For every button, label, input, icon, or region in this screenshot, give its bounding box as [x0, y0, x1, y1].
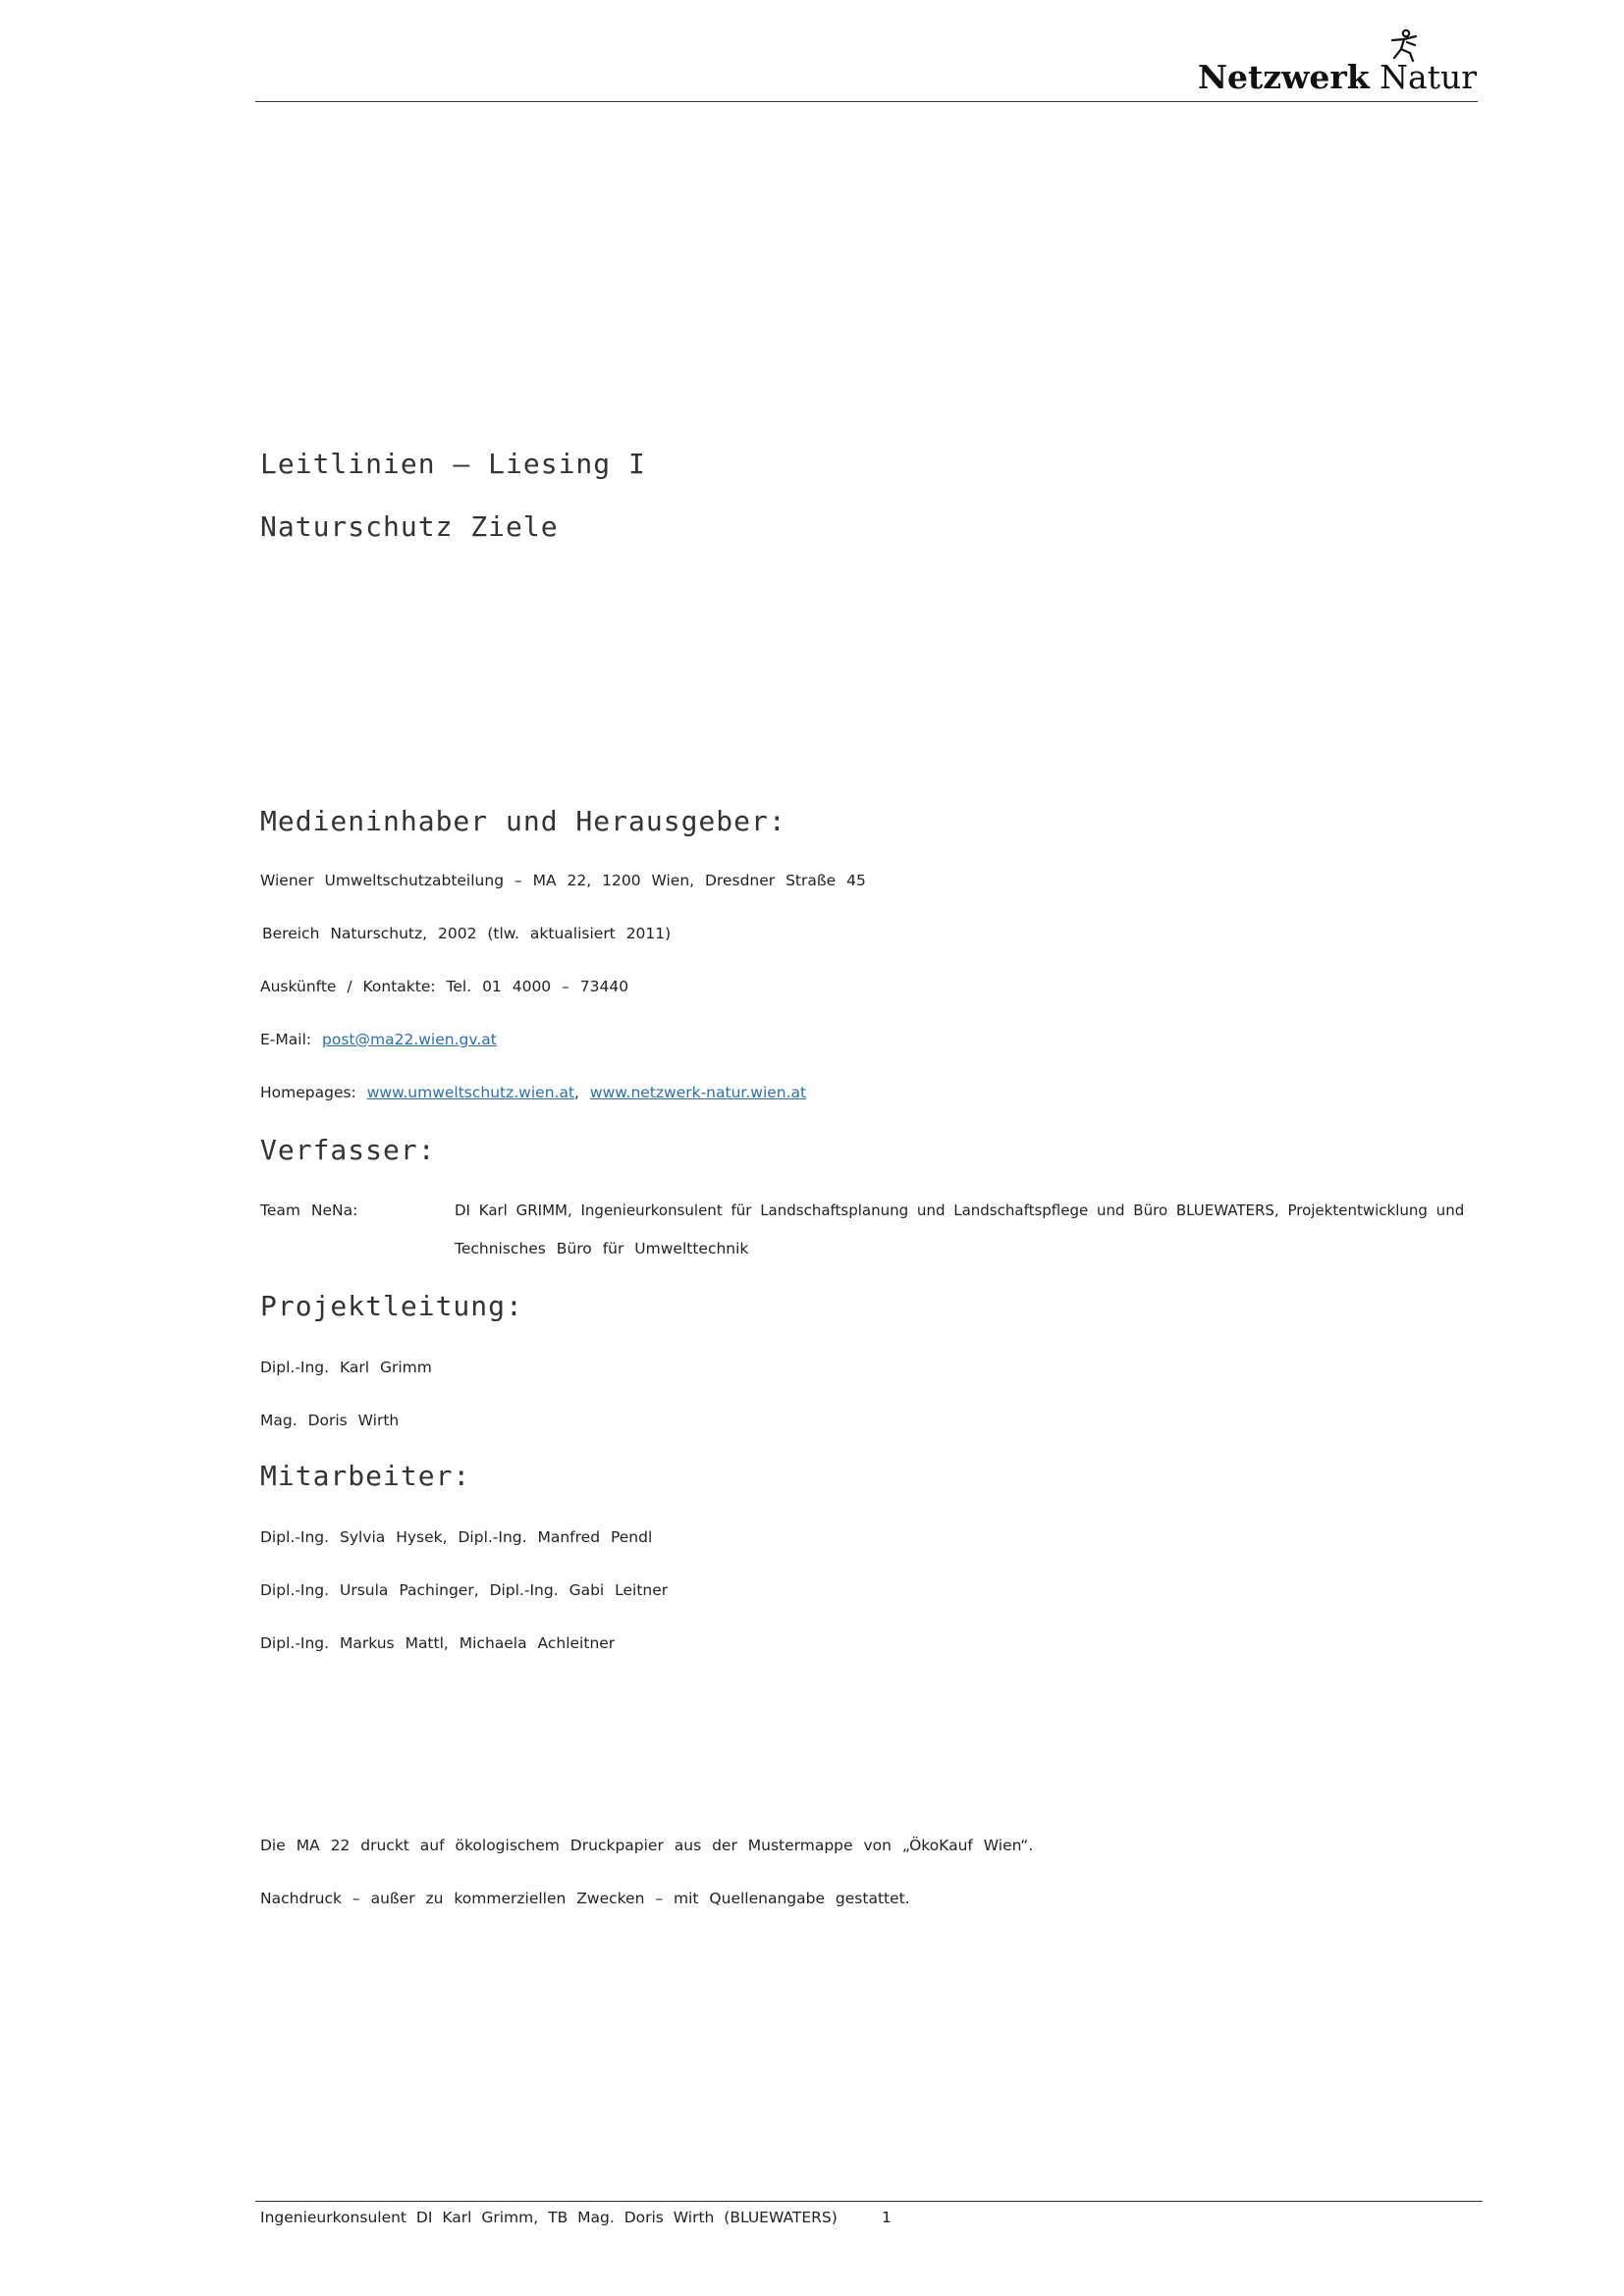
medieninhaber-heading: Medieninhaber und Herausgeber: [260, 805, 786, 837]
medieninhaber-bereich: Bereich Naturschutz, 2002 (tlw. aktualisiert 2011) [262, 925, 672, 942]
homepages-label: Homepages: [260, 1084, 356, 1101]
homepage-separator: , [574, 1084, 579, 1101]
verfasser-line-1: DI Karl GRIMM, Ingenieurkonsulent für Landschaftsplanung und Landschaftspflege und Büro BLUEWATERS, Projektentwicklung und [455, 1201, 1465, 1219]
homepage-link-netzwerk-natur[interactable]: www.netzwerk-natur.wien.at [589, 1084, 807, 1101]
verfasser-label: Team NeNa: [260, 1201, 358, 1219]
mitarbeiter-heading: Mitarbeiter: [260, 1460, 471, 1492]
page-number: 1 [882, 2209, 892, 2226]
mitarbeiter-person: Dipl.-Ing. Sylvia Hysek, Dipl.-Ing. Manfred Pendl [260, 1528, 653, 1546]
reprint-note: Nachdruck – außer zu kommerziellen Zwecken – mit Quellenangabe gestattet. [260, 1890, 910, 1907]
document-subtitle: Naturschutz Ziele [260, 510, 559, 543]
document-title: Leitlinien – Liesing I [260, 448, 646, 480]
medieninhaber-contact: Auskünfte / Kontakte: Tel. 01 4000 – 73440 [260, 978, 629, 995]
email-link[interactable]: post@ma22.wien.gv.at [322, 1031, 497, 1048]
netzwerk-natur-logo [1197, 27, 1477, 96]
email-label: E-Mail: [260, 1031, 312, 1048]
homepages-line [260, 1084, 806, 1101]
header-divider [255, 101, 1478, 102]
email-line [260, 1031, 497, 1048]
homepage-link-umweltschutz[interactable]: www.umweltschutz.wien.at [366, 1084, 575, 1101]
print-note: Die MA 22 druckt auf ökologischem Druckpapier aus der Mustermappe von „ÖkoKauf Wien“. [260, 1837, 1034, 1854]
projektleitung-person: Mag. Doris Wirth [260, 1412, 400, 1429]
footer-divider [255, 2201, 1483, 2202]
footer-credit: Ingenieurkonsulent DI Karl Grimm, TB Mag. Doris Wirth (BLUEWATERS) [260, 2209, 838, 2226]
projektleitung-heading: Projektleitung: [260, 1290, 523, 1322]
verfasser-line-2: Technisches Büro für Umwelttechnik [455, 1240, 749, 1257]
logo-bold-word: Netzwerk [1197, 58, 1370, 96]
medieninhaber-address: Wiener Umweltschutzabteilung – MA 22, 1200 Wien, Dresdner Straße 45 [260, 872, 866, 889]
verfasser-heading: Verfasser: [260, 1134, 436, 1166]
mitarbeiter-person: Dipl.-Ing. Ursula Pachinger, Dipl.-Ing. Gabi Leitner [260, 1581, 669, 1599]
logo-text [1198, 58, 1477, 96]
projektleitung-person: Dipl.-Ing. Karl Grimm [260, 1359, 432, 1376]
logo-regular-word: Natur [1380, 58, 1477, 96]
mitarbeiter-person: Dipl.-Ing. Markus Mattl, Michaela Achleitner [260, 1634, 616, 1652]
